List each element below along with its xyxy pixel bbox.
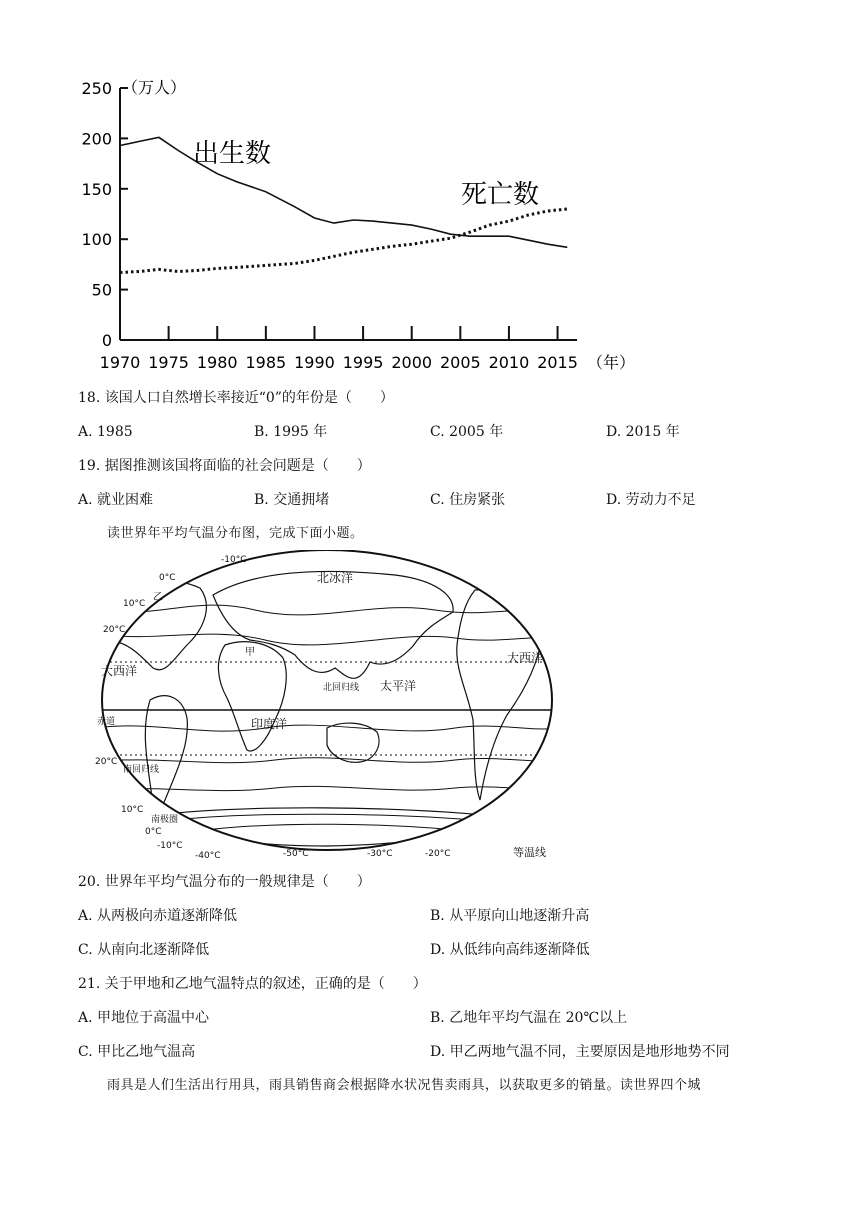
question-21-option-d[interactable]: D. 甲乙两地气温不同，主要原因是地形地势不同 [430,1044,730,1060]
antarctic-circle-label: 南极圈 [151,815,179,825]
x-tick-label: 1970 [99,353,141,372]
temp-label: -10°C [221,555,247,565]
deaths-series-line [120,209,567,273]
question-21-option-b[interactable]: B. 乙地年平均气温在 20℃以上 [430,1010,628,1026]
question-18-stem: 18. 该国人口自然增长率接近“0”的年份是（ ） [78,390,394,406]
question-19-option-b[interactable]: B. 交通拥堵 [254,492,330,508]
temp-label: 20°C [95,757,118,767]
question-19-stem: 19. 据图推测该国将面临的社会问题是（ ） [78,458,371,474]
x-tick-label: 1980 [196,353,238,372]
question-20-option-a[interactable]: A. 从两极向赤道逐渐降低 [78,908,238,924]
temp-label: 0°C [145,827,162,837]
temp-label: -10°C [157,841,183,851]
x-tick-label: 2010 [488,353,530,372]
question-21-stem: 21. 关于甲地和乙地气温特点的叙述，正确的是（ ） [78,976,427,992]
question-21-option-a[interactable]: A. 甲地位于高温中心 [78,1010,210,1026]
question-20-option-d[interactable]: D. 从低纬向高纬逐渐降低 [430,942,590,958]
temp-label: 10°C [121,805,144,815]
x-tick-label: 2015 [537,353,578,372]
y-tick-label: 150 [81,179,112,199]
question-20-option-c[interactable]: C. 从南向北逐渐降低 [78,942,210,958]
temp-label: -50°C [283,849,309,859]
temp-label: 10°C [123,599,146,609]
map-intro-text: 读世界年平均气温分布图，完成下面小题。 [107,526,364,541]
x-tick-label: 2005 [439,353,481,372]
x-tick-label: 1995 [342,353,384,372]
atlantic-ocean-label-left: 大西洋 [101,664,138,678]
question-18-option-d[interactable]: D. 2015 年 [606,424,680,440]
temp-label: 20°C [103,625,126,635]
atlantic-ocean-label-right: 大西洋 [507,651,544,665]
question-19-option-d[interactable]: D. 劳动力不足 [606,492,696,508]
arctic-ocean-label: 北冰洋 [317,571,354,585]
series-label-deaths: 死亡数 [461,180,540,210]
x-tick-label: 1975 [148,353,189,372]
rain-gear-intro-text: 雨具是人们生活出行用具，雨具销售商会根据降水状况售卖雨具，以获取更多的销量。读世界四个城 [107,1078,702,1093]
map-border [102,550,552,850]
y-axis-label: （万人） [122,78,187,97]
temp-label: -30°C [367,849,393,859]
y-tick-label: 200 [81,129,112,149]
indian-ocean-label: 印度洋 [251,717,288,731]
tropic-of-capricorn-label: 南回归线 [123,765,160,775]
pacific-ocean-label: 太平洋 [380,679,417,693]
temp-label: -40°C [195,851,221,861]
location-jia-label: 甲 [245,647,255,658]
y-tick-label: 50 [91,280,112,300]
x-tick-label: 2000 [391,353,433,372]
x-axis-label: （年） [587,353,636,372]
x-tick-label: 1985 [245,353,287,372]
question-20-option-b[interactable]: B. 从平原向山地逐渐升高 [430,908,590,924]
question-20-stem: 20. 世界年平均气温分布的一般规律是（ ） [78,874,371,890]
tropic-of-cancer-label: 北回归线 [323,683,360,693]
series-label-births: 出生数 [193,139,272,169]
question-19-option-a[interactable]: A. 就业困难 [78,492,154,508]
y-tick-label: 250 [81,79,112,98]
y-tick-label: 0 [101,331,112,350]
temp-label: 0°C [159,573,176,583]
question-19-option-c[interactable]: C. 住房紧张 [430,492,506,508]
temp-label: -20°C [425,849,451,859]
equator-label: 赤道 [97,717,116,727]
world-temperature-map [95,550,555,862]
question-18-option-a[interactable]: A. 1985 [78,424,133,440]
x-tick-label: 1990 [294,353,335,372]
question-18-option-b[interactable]: B. 1995 年 [254,424,328,440]
question-21-option-c[interactable]: C. 甲比乙地气温高 [78,1044,196,1060]
isotherm-legend-label: 等温线 [513,846,546,859]
location-yi-label: 乙 [153,592,163,603]
y-tick-label: 100 [81,230,112,250]
population-line-chart [75,70,650,375]
question-18-option-c[interactable]: C. 2005 年 [430,424,504,440]
